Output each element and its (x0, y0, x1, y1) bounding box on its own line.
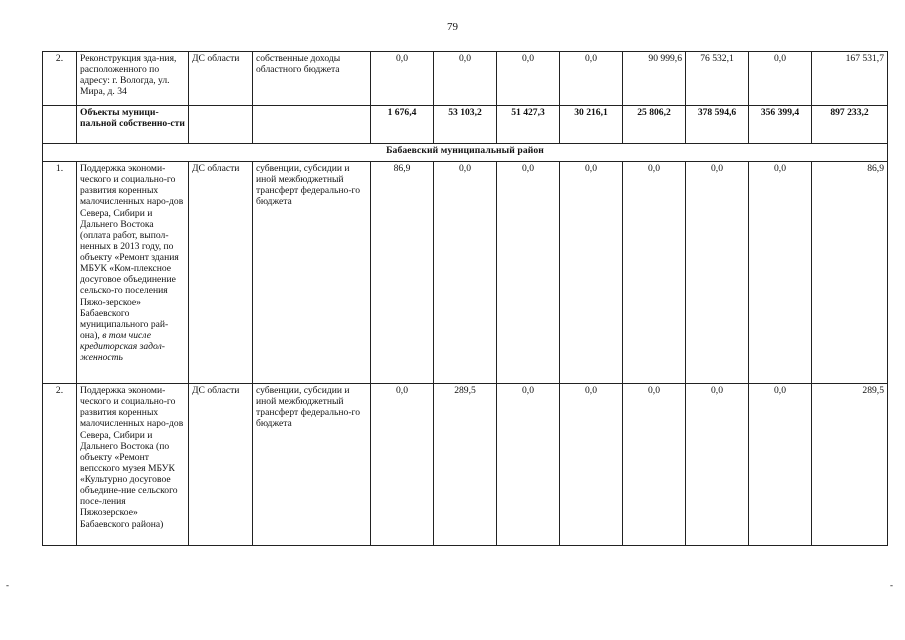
total-value: 356 399,4 (749, 106, 812, 144)
funding-source: ДС области (189, 52, 253, 106)
margin-mark-right: - (890, 580, 893, 590)
object-name (77, 162, 189, 384)
value-cell: 0,0 (560, 52, 623, 106)
total-row (43, 106, 888, 144)
empty-cell (189, 106, 253, 144)
funding-type: субвенции, субсидии и иной межбюджетный трансферт федерально-го бюджета (253, 384, 371, 546)
section-header-row (43, 144, 888, 162)
value-cell: 0,0 (623, 384, 686, 546)
value-cell: 289,5 (434, 384, 497, 546)
total-value: 25 806,2 (623, 106, 686, 144)
total-label: Объекты муници-пальной собственно-сти (77, 106, 189, 144)
row-number: 2. (43, 52, 77, 106)
value-cell: 0,0 (686, 162, 749, 384)
value-cell: 86,9 (371, 162, 434, 384)
value-cell: 86,9 (812, 162, 888, 384)
value-cell: 0,0 (497, 162, 560, 384)
object-name: Реконструкция зда-ния, расположенного по адресу: г. Вологда, ул. Мира, д. 34 (77, 52, 189, 106)
table-row (43, 162, 888, 384)
value-cell: 0,0 (560, 162, 623, 384)
value-cell: 0,0 (371, 52, 434, 106)
object-name: Поддержка экономи-ческого и социально-го развития коренных малочисленных наро-дов Севера, Сибири и Дальнего Востока (по объекту «Ремонт вепсского музея МБУК «Культурно досуговое объедине-ние сельского посе-ления Пяжозерское» Бабаевского района) (77, 384, 189, 546)
section-title: Бабаевский муниципальный район (43, 144, 888, 162)
funding-source: ДС области (189, 384, 253, 546)
value-cell: 289,5 (812, 384, 888, 546)
empty-cell (253, 106, 371, 144)
value-cell: 0,0 (497, 384, 560, 546)
table-row (43, 384, 888, 546)
value-cell: 0,0 (749, 384, 812, 546)
funding-type: субвенции, субсидии и иной межбюджетный трансферт федерально-го бюджета (253, 162, 371, 384)
value-cell: 76 532,1 (686, 52, 749, 106)
total-value: 53 103,2 (434, 106, 497, 144)
total-value: 30 216,1 (560, 106, 623, 144)
total-value: 378 594,6 (686, 106, 749, 144)
value-cell: 0,0 (686, 384, 749, 546)
value-cell: 0,0 (434, 52, 497, 106)
total-value: 1 676,4 (371, 106, 434, 144)
object-name-text: Поддержка экономи-ческого и социально-го развития коренных малочисленных наро-дов Севера, Сибири и Дальнего Востока (оплата работ, выпол-ненных в 2013 году, по объекту «Ремонт здания МБУК «Ком-плексное досуговое объединение сельско-го поселения Пяжо-зерское» Бабаевского муниципального рай-она), (80, 163, 184, 341)
row-number: 1. (43, 162, 77, 384)
row-number-empty (43, 106, 77, 144)
value-cell: 0,0 (560, 384, 623, 546)
value-cell: 0,0 (434, 162, 497, 384)
value-cell: 90 999,6 (623, 52, 686, 106)
margin-mark-left: - (6, 580, 9, 590)
value-cell: 0,0 (497, 52, 560, 106)
total-value: 897 233,2 (812, 106, 888, 144)
value-cell: 0,0 (371, 384, 434, 546)
value-cell: 0,0 (623, 162, 686, 384)
total-value: 51 427,3 (497, 106, 560, 144)
value-cell: 0,0 (749, 162, 812, 384)
funding-type: собственные доходы областного бюджета (253, 52, 371, 106)
row-number: 2. (43, 384, 77, 546)
page-number: 79 (447, 21, 458, 33)
table-row (43, 52, 888, 106)
value-cell: 0,0 (749, 52, 812, 106)
funding-source: ДС области (189, 162, 253, 384)
object-name-note: в том числе кредиторская задол-женность (80, 329, 165, 364)
value-cell: 167 531,7 (812, 52, 888, 106)
budget-table (42, 51, 888, 546)
